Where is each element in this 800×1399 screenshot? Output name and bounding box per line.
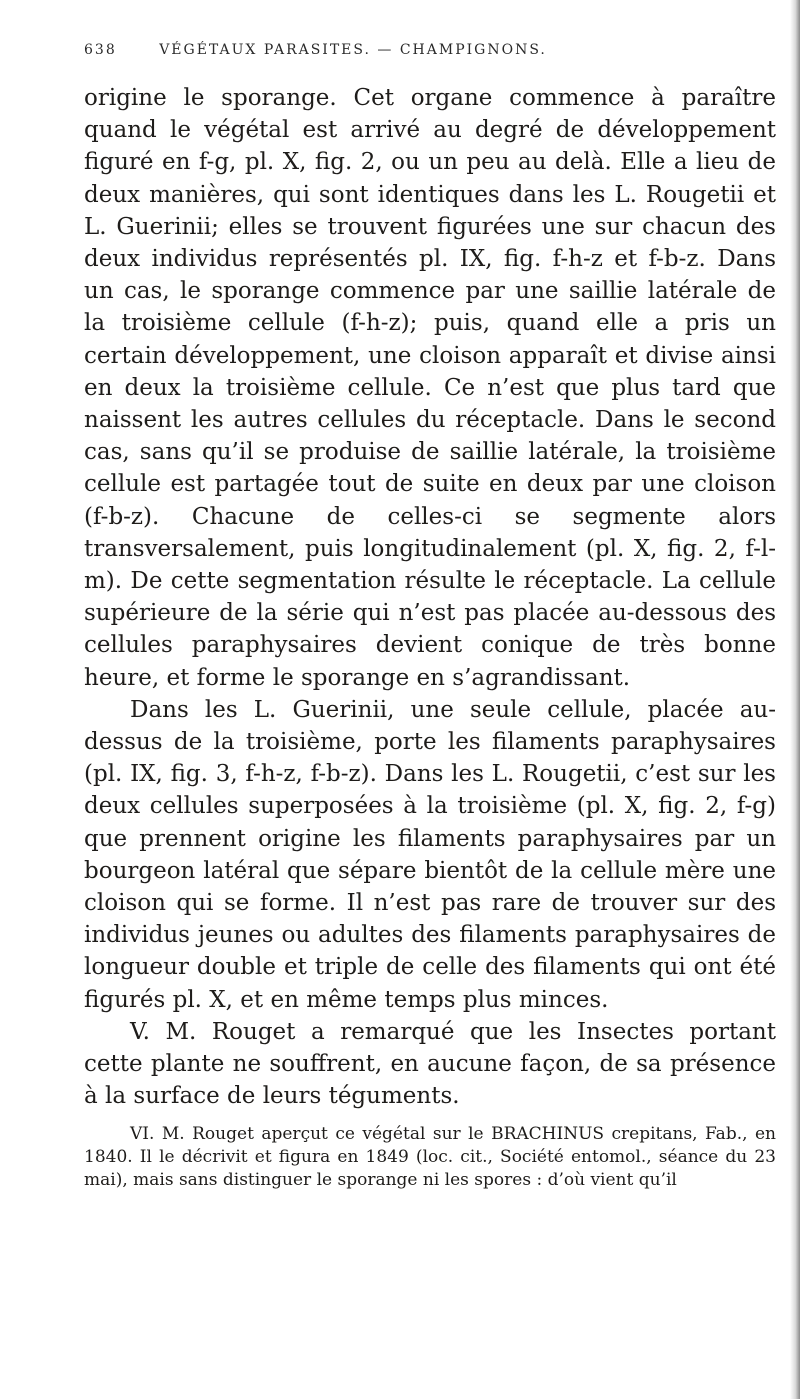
paragraph-section-v: V. M. Rouget a remarqué que les Insectes portant cette plante ne souffrent, en aucune façon, de sa présence à la surface de leurs téguments. xyxy=(84,1018,776,1110)
paragraph-section-vi: VI. M. Rouget aperçut ce végétal sur le BRACHINUS crepitans, Fab., en 1840. Il le décrivit et figura en 1849 (loc. cit., Société entomol., séance du 23 mai), mais sans distinguer le sporange ni les spores : d’où vient qu’il xyxy=(84,1123,776,1190)
page-number: 638 xyxy=(84,42,117,58)
page-spine-shadow xyxy=(790,0,800,1399)
page-body xyxy=(84,82,776,1192)
running-title: VÉGÉTAUX PARASITES. — CHAMPIGNONS. xyxy=(159,42,547,58)
paragraph-continuation: origine le sporange. Cet organe commence à paraître quand le végétal est arrivé au degré de développement figuré en f-g, pl. X, fig. 2, ou un peu au delà. Elle a lieu de deux manières, qui sont identiques dans les L. Rougetii et L. Guerinii; elles se trouvent figurées une sur chacun des deux individus représentés pl. IX, fig. f-h-z et f-b-z. Dans un cas, le sporange commence par une saillie latérale de la troisième cellule (f-h-z); puis, quand elle a pris un certain développement, une cloison apparaît et divise ainsi en deux la troisième cellule. Ce n’est que plus tard que naissent les autres cellules du réceptacle. Dans le second cas, sans qu’il se produise de saillie latérale, la troisième cellule est partagée tout de suite en deux par une cloison (f-b-z). Chacune de celles-ci se segmente alors transversalement, puis longitudinalement (pl. X, fig. 2, f-l-m). De cette segmentation résulte le réceptacle. La cellule supérieure de la série qui n’est pas placée au-dessous des cellules paraphysaires devient conique de très bonne heure, et forme le sporange en s’agrandissant. xyxy=(84,85,776,691)
paragraph-guerinii: Dans les L. Guerinii, une seule cellule, placée au-dessus de la troisième, porte les filaments paraphysaires (pl. IX, fig. 3, f-h-z, f-b-z). Dans les L. Rougetii, c’est sur les deux cellules superposées à la troisième (pl. X, fig. 2, f-g) que prennent origine les filaments paraphysaires par un bourgeon latéral que sépare bientôt de la cellule mère une cloison qui se forme. Il n’est pas rare de trouver sur des individus jeunes ou adultes des filaments paraphysaires de longueur double et triple de celle des filaments qui ont été figurés pl. X, et en même temps plus minces. xyxy=(84,696,776,1013)
running-header xyxy=(84,42,760,58)
